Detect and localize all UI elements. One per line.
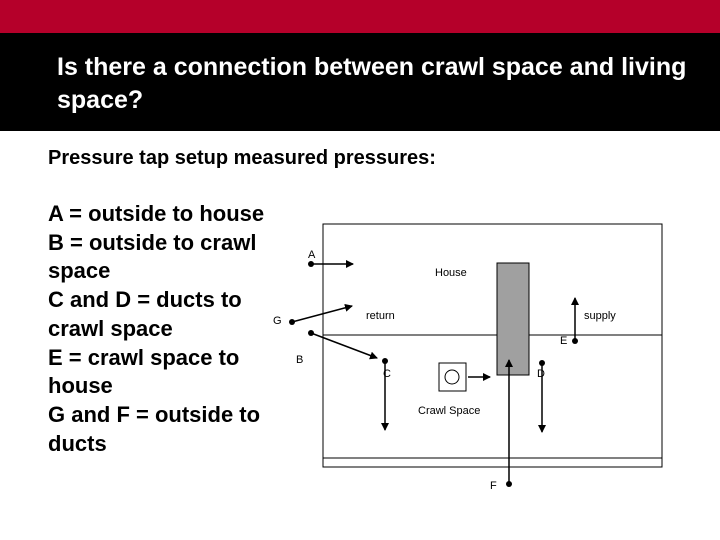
crawl-space-unit: [439, 363, 466, 391]
slide-title: Is there a connection between crawl space and living space?: [57, 53, 687, 114]
legend-item-a: A = outside to house: [48, 201, 265, 226]
subtitle: Pressure tap setup measured pressures:: [48, 147, 436, 169]
label-d: D: [537, 368, 545, 380]
arrow-b: [311, 333, 377, 358]
label-f: F: [490, 480, 497, 492]
legend-item-c-d: C and D = ducts to crawl space: [48, 287, 242, 341]
label-house: House: [435, 267, 467, 279]
label-e: E: [560, 335, 568, 347]
legend-item-b: B = outside to crawl space: [48, 229, 257, 284]
label-crawl-space: Crawl Space: [418, 405, 481, 417]
label-supply: supply: [584, 310, 616, 322]
duct-chase: [497, 263, 529, 375]
label-g: G: [273, 315, 282, 327]
legend-item-g-f: G and F = outside to ducts: [48, 401, 261, 456]
legend-item-e: E = crawl space to house: [48, 344, 240, 399]
house-outline: [323, 224, 662, 467]
arrow-g: [292, 306, 352, 322]
label-b: B: [296, 354, 304, 366]
label-c: C: [383, 368, 391, 380]
label-a: A: [308, 249, 316, 261]
label-return: return: [366, 310, 395, 322]
